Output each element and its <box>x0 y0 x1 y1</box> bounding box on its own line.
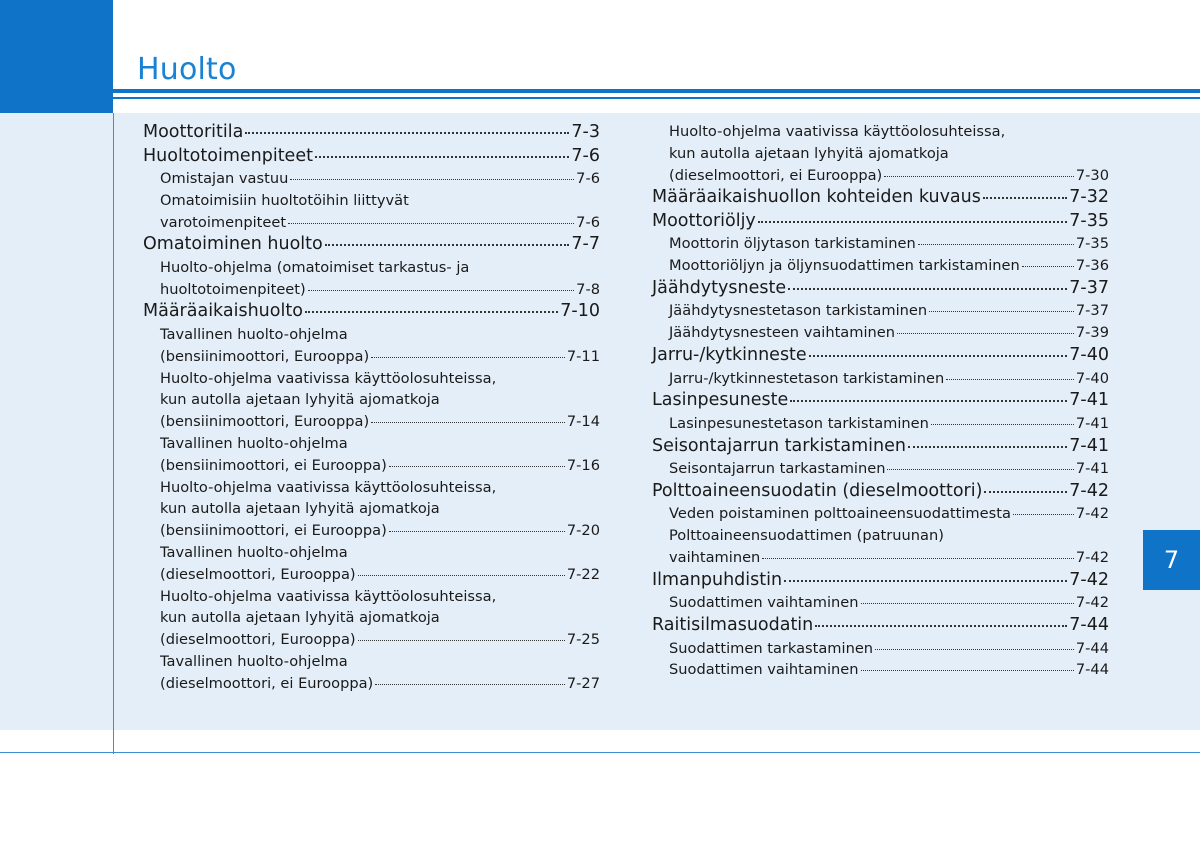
toc-section-entry[interactable] <box>143 121 600 145</box>
dot-leader <box>245 132 569 134</box>
toc-subsection-entry[interactable] <box>652 458 1109 480</box>
dot-leader <box>371 422 565 423</box>
toc-subsection-entry[interactable] <box>143 586 600 651</box>
toc-entry-title-line: Tavallinen huolto-ohjelma <box>160 543 348 561</box>
toc-entry-title: (bensiinimoottori, ei Eurooppa) <box>160 522 387 540</box>
dot-leader <box>875 649 1074 650</box>
dot-leader <box>375 684 565 685</box>
toc-entry-title: Suodattimen vaihtaminen <box>669 661 859 679</box>
toc-section-entry[interactable] <box>652 435 1109 459</box>
toc-entry-title-line: Polttoaineensuodattimen (patruunan) <box>669 527 944 545</box>
toc-entry-page: 7-16 <box>566 456 600 474</box>
toc-entry-title: Seisontajarrun tarkistaminen <box>652 435 906 456</box>
toc-section-entry[interactable] <box>652 186 1109 210</box>
toc-entry-title: vaihtaminen <box>669 549 761 567</box>
dot-leader <box>762 558 1074 559</box>
toc-section-entry[interactable] <box>652 569 1109 593</box>
margin-line <box>113 113 114 754</box>
bottom-rule <box>0 752 1200 753</box>
toc-entry-page: 7-6 <box>571 145 600 166</box>
toc-subsection-entry[interactable] <box>652 322 1109 344</box>
toc-section-entry[interactable] <box>652 277 1109 301</box>
dot-leader <box>788 288 1067 290</box>
dot-leader <box>931 424 1074 425</box>
toc-entry-title-line: Huolto-ohjelma vaativissa käyttöolosuhteissa, <box>160 478 497 496</box>
toc-entry-title: Polttoaineensuodatin (dieselmoottori) <box>652 480 983 501</box>
toc-section-entry[interactable] <box>652 480 1109 504</box>
toc-entry-page: 7-22 <box>566 565 600 583</box>
toc-section-entry[interactable] <box>652 614 1109 638</box>
toc-right-column <box>652 121 1109 681</box>
toc-entry-title: (dieselmoottori, Eurooppa) <box>160 631 356 649</box>
toc-entry-page: 7-44 <box>1075 661 1109 679</box>
toc-section-entry[interactable] <box>143 300 600 324</box>
toc-section-entry[interactable] <box>652 389 1109 413</box>
toc-entry-title: huoltotoimenpiteet) <box>160 280 306 298</box>
toc-entry-page: 7-37 <box>1069 277 1109 298</box>
toc-subsection-entry[interactable] <box>143 477 600 542</box>
toc-entry-page: 7-36 <box>1075 257 1109 275</box>
dot-leader <box>946 379 1074 380</box>
toc-entry-page: 7-25 <box>566 631 600 649</box>
dot-leader <box>809 355 1068 357</box>
toc-entry-page: 7-41 <box>1069 390 1109 411</box>
toc-subsection-entry[interactable] <box>143 368 600 433</box>
page-title: Huolto <box>137 52 237 87</box>
dot-leader <box>784 580 1067 582</box>
dot-leader <box>887 469 1073 470</box>
toc-subsection-entry[interactable] <box>652 413 1109 435</box>
dot-leader <box>290 179 574 180</box>
toc-entry-page: 7-41 <box>1075 460 1109 478</box>
dot-leader <box>389 466 565 467</box>
dot-leader <box>358 575 565 576</box>
toc-entry-page: 7-42 <box>1075 549 1109 567</box>
dot-leader <box>929 311 1074 312</box>
toc-subsection-entry[interactable] <box>143 257 600 301</box>
toc-subsection-entry[interactable] <box>652 233 1109 255</box>
toc-subsection-entry[interactable] <box>652 503 1109 525</box>
toc-entry-page: 7-6 <box>576 170 600 187</box>
toc-entry-title-line: Omatoimisiin huoltotöihin liittyvät <box>160 191 409 209</box>
toc-entry-page: 7-20 <box>566 522 600 540</box>
toc-subsection-entry[interactable] <box>652 638 1109 660</box>
toc-entry-title: Veden poistaminen polttoaineensuodattimesta <box>669 505 1011 523</box>
toc-entry-page: 7-42 <box>1075 505 1109 523</box>
toc-entry-title: Moottoriöljy <box>652 210 756 231</box>
toc-entry-title: (dieselmoottori, ei Eurooppa) <box>669 166 883 184</box>
toc-entry-title: (bensiinimoottori, ei Eurooppa) <box>160 456 387 474</box>
toc-entry-title: Jarru-/kytkinnestetason tarkistaminen <box>669 369 945 387</box>
toc-entry-title: Raitisilmasuodatin <box>652 615 814 636</box>
toc-entry-title: (dieselmoottori, ei Eurooppa) <box>160 674 374 692</box>
toc-entry-title-line: Tavallinen huolto-ohjelma <box>160 434 348 452</box>
toc-entry-page: 7-41 <box>1069 435 1109 456</box>
toc-entry-title: (bensiinimoottori, Eurooppa) <box>160 413 370 431</box>
toc-subsection-entry[interactable] <box>143 542 600 586</box>
toc-entry-title: Jarru-/kytkinneste <box>652 345 807 366</box>
dot-leader <box>918 244 1074 245</box>
toc-entry-page: 7-44 <box>1069 615 1109 636</box>
toc-section-entry[interactable] <box>652 344 1109 368</box>
toc-entry-page: 7-3 <box>571 122 600 142</box>
toc-entry-title: Seisontajarrun tarkastaminen <box>669 460 886 478</box>
toc-entry-page: 7-42 <box>1075 594 1109 612</box>
toc-entry-page: 7-44 <box>1075 639 1109 657</box>
toc-entry-title: (bensiinimoottori, Eurooppa) <box>160 347 370 365</box>
toc-entry-title: Omatoiminen huolto <box>143 234 323 255</box>
toc-subsection-entry[interactable] <box>652 659 1109 681</box>
toc-entry-title: varotoimenpiteet <box>160 213 287 231</box>
toc-entry-title-line: kun autolla ajetaan lyhyitä ajomatkoja <box>669 144 949 162</box>
toc-entry-title: Jäähdytysneste <box>652 277 787 298</box>
toc-subsection-entry[interactable] <box>652 300 1109 322</box>
toc-entry-title: Ilmanpuhdistin <box>652 569 783 590</box>
toc-subsection-entry[interactable] <box>143 190 600 234</box>
toc-entry-title-line: kun autolla ajetaan lyhyitä ajomatkoja <box>160 609 440 627</box>
toc-entry-page: 7-37 <box>1075 302 1109 320</box>
toc-entry-title: Lasinpesunestetason tarkistaminen <box>669 414 929 432</box>
toc-entry-page: 7-42 <box>1069 569 1109 590</box>
toc-entry-title: Määräaikaishuollon kohteiden kuvaus <box>652 187 981 208</box>
toc-subsection-entry[interactable] <box>143 433 600 477</box>
toc-entry-page: 7-42 <box>1069 480 1109 501</box>
dot-leader <box>315 156 569 158</box>
toc-entry-title: Moottoriöljyn ja öljynsuodattimen tarkistaminen <box>669 257 1020 275</box>
toc-entry-title: Lasinpesuneste <box>652 390 789 411</box>
dot-leader <box>325 244 570 246</box>
toc-entry-title: Suodattimen tarkastaminen <box>669 639 874 657</box>
toc-entry-title-line: kun autolla ajetaan lyhyitä ajomatkoja <box>160 391 440 409</box>
toc-subsection-entry[interactable] <box>143 168 600 190</box>
toc-subsection-entry[interactable] <box>652 525 1109 569</box>
toc-entry-page: 7-7 <box>571 234 600 255</box>
toc-entry-page: 7-6 <box>576 213 600 231</box>
dot-leader <box>389 531 565 532</box>
toc-entry-page: 7-41 <box>1075 414 1109 432</box>
chapter-color-block <box>0 0 113 113</box>
dot-leader <box>1022 266 1074 267</box>
toc-entry-title-line: Huolto-ohjelma (omatoimiset tarkastus- ja <box>160 258 470 276</box>
dot-leader <box>861 603 1074 604</box>
toc-entry-title: Omistajan vastuu <box>160 170 289 187</box>
dot-leader <box>897 333 1074 334</box>
toc-entry-page: 7-14 <box>566 413 600 431</box>
toc-entry-title: Huoltotoimenpiteet <box>143 145 313 166</box>
toc-entry-title-line: Huolto-ohjelma vaativissa käyttöolosuhteissa, <box>160 369 497 387</box>
toc-subsection-entry[interactable] <box>143 324 600 368</box>
dot-leader <box>861 670 1074 671</box>
dot-leader <box>908 446 1067 448</box>
toc-entry-title: Moottoritila <box>143 122 244 142</box>
toc-entry-title-line: Huolto-ohjelma vaativissa käyttöolosuhteissa, <box>669 123 1006 140</box>
title-rule-thin <box>113 97 1200 99</box>
toc-entry-page: 7-35 <box>1069 210 1109 231</box>
toc-entry-title-line: Tavallinen huolto-ohjelma <box>160 652 348 670</box>
toc-entry-page: 7-8 <box>576 280 600 298</box>
toc-entry-page: 7-30 <box>1075 166 1109 184</box>
toc-entry-title: Moottorin öljytason tarkistaminen <box>669 235 916 253</box>
toc-subsection-entry[interactable] <box>143 651 600 695</box>
toc-subsection-entry[interactable] <box>652 121 1109 186</box>
dot-leader <box>358 640 565 641</box>
toc-entry-page: 7-27 <box>566 674 600 692</box>
toc-entry-title: Määräaikaishuolto <box>143 301 303 322</box>
toc-entry-title-line: kun autolla ajetaan lyhyitä ajomatkoja <box>160 500 440 518</box>
dot-leader <box>815 625 1067 627</box>
toc-entry-title: Jäähdytysnesteen vaihtaminen <box>669 324 895 342</box>
toc-subsection-entry[interactable] <box>652 592 1109 614</box>
toc-entry-title-line: Huolto-ohjelma vaativissa käyttöolosuhteissa, <box>160 587 497 605</box>
toc-section-entry[interactable] <box>652 210 1109 234</box>
toc-entry-title: (dieselmoottori, Eurooppa) <box>160 565 356 583</box>
toc-entry-title: Jäähdytysnestetason tarkistaminen <box>669 302 928 320</box>
dot-leader <box>884 176 1074 177</box>
dot-leader <box>790 400 1067 402</box>
toc-left-column <box>143 121 600 695</box>
dot-leader <box>288 223 574 224</box>
dot-leader <box>305 311 558 313</box>
toc-entry-title-line: Tavallinen huolto-ohjelma <box>160 325 348 343</box>
dot-leader <box>1013 514 1074 515</box>
dot-leader <box>371 357 565 358</box>
dot-leader <box>308 290 574 291</box>
toc-entry-page: 7-40 <box>1075 369 1109 387</box>
toc-entry-title: Suodattimen vaihtaminen <box>669 594 859 612</box>
toc-entry-page: 7-11 <box>566 347 600 365</box>
dot-leader <box>984 491 1067 493</box>
toc-entry-page: 7-39 <box>1075 324 1109 342</box>
toc-entry-page: 7-32 <box>1069 187 1109 208</box>
dot-leader <box>983 197 1067 199</box>
toc-entry-page: 7-40 <box>1069 345 1109 366</box>
toc-section-entry[interactable] <box>143 233 600 257</box>
chapter-tab[interactable]: 7 <box>1143 530 1200 590</box>
toc-entry-page: 7-10 <box>560 301 600 322</box>
toc-subsection-entry[interactable] <box>652 368 1109 390</box>
dot-leader <box>758 221 1067 223</box>
title-rule <box>113 89 1200 93</box>
toc-entry-page: 7-35 <box>1075 235 1109 253</box>
toc-subsection-entry[interactable] <box>652 255 1109 277</box>
toc-section-entry[interactable] <box>143 145 600 169</box>
